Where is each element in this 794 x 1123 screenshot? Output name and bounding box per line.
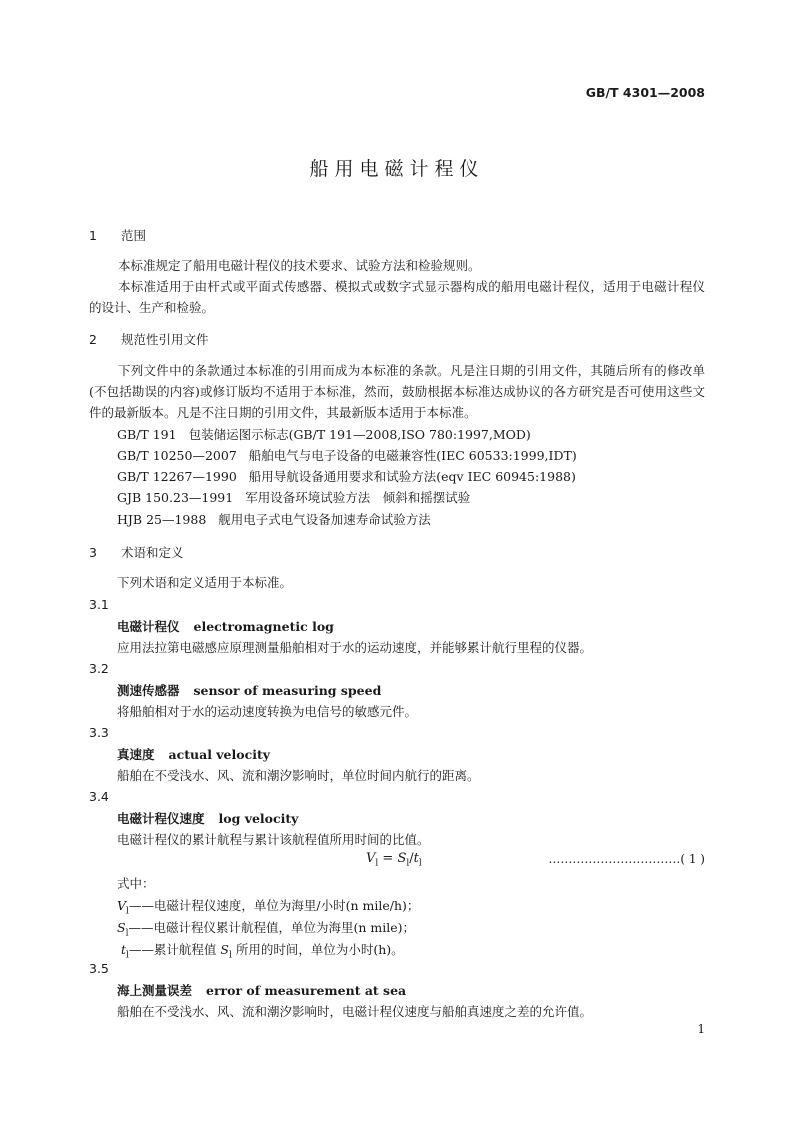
formula-label: ……………………………( 1 ) xyxy=(548,852,705,866)
term-number: 3.2 xyxy=(89,661,109,676)
term-definition: 船舶在不受浅水、风、流和潮汐影响时，电磁计程仪速度与船舶真速度之差的允许值。 xyxy=(117,1004,593,1019)
section-1-heading: 1 范围 xyxy=(89,228,147,243)
formula-1: $V_l = S_l/t_l$ xyxy=(366,851,422,869)
term-definition: 将船舶相对于水的运动速度转换为电信号的敏感元件。 xyxy=(117,704,418,719)
formula-variable: $t_l——$累计航程值 $S_l$ 所用的时间，单位为小时(h)。 xyxy=(121,942,404,961)
reference-item: GJB 150.23—1991 军用设备环境试验方法 倾斜和摇摆试验 xyxy=(117,490,471,505)
reference-item: GB/T 10250—2007 船舶电气与电子设备的电磁兼容性(IEC 60533:1999,IDT) xyxy=(117,448,577,463)
term-number: 3.4 xyxy=(89,789,109,804)
term-number: 3.5 xyxy=(89,961,109,976)
formula-variable: $V_l——$电磁计程仪速度，单位为海里/小时(n mile/h)； xyxy=(117,898,420,917)
reference-item: GB/T 191 包装储运图示标志(GB/T 191—2008,ISO 780:1997,MOD) xyxy=(117,427,531,442)
formula-variable: $S_l——$电磁计程仪累计航程值，单位为海里(n mile)； xyxy=(117,920,415,939)
formula-where: 式中： xyxy=(117,876,155,891)
section-1-paragraph-2: 本标准适用于由杆式或平面式传感器、模拟式或数字式显示器构成的船用电磁计程仪，适用于电磁计程仪的设计、生产和检验。 xyxy=(89,279,705,315)
reference-item: GB/T 12267—1990 船用导航设备通用要求和试验方法(eqv IEC 60945:1988) xyxy=(117,469,576,484)
section-2-paragraph-1: 下列文件中的条款通过本标准的引用而成为本标准的条款。凡是注日期的引用文件，其随后所有的修改单(不包括勘误的内容)或修订版均不适用于本标准，然而，鼓励根据本标准达成协议的各方研究是否可使用这些文件的最新版本。凡是不注日期的引用文件，其最新版本适用于本标准。 xyxy=(89,363,705,420)
term-definition: 船舶在不受浅水、风、流和潮汐影响时，单位时间内航行的距离。 xyxy=(117,768,480,783)
page-number: 1 xyxy=(697,1022,705,1036)
term-definition: 电磁计程仪的累计航程与累计该航程值所用时间的比值。 xyxy=(117,832,430,847)
standard-code: GB/T 4301—2008 xyxy=(585,85,705,100)
term-heading: 电磁计程仪 electromagnetic log xyxy=(117,619,334,634)
section-3-intro: 下列术语和定义适用于本标准。 xyxy=(117,575,293,590)
term-number: 3.1 xyxy=(89,597,109,612)
term-number: 3.3 xyxy=(89,725,109,740)
term-heading: 海上测量误差 error of measurement at sea xyxy=(117,983,407,998)
reference-item: HJB 25—1988 舰用电子式电气设备加速寿命试验方法 xyxy=(117,512,431,527)
term-heading: 真速度 actual velocity xyxy=(117,747,270,762)
section-1-paragraph-1: 本标准规定了船用电磁计程仪的技术要求、试验方法和检验规则。 xyxy=(118,258,481,273)
document-title: 船用电磁计程仪 xyxy=(309,158,485,180)
section-2-heading: 2 规范性引用文件 xyxy=(89,332,209,347)
section-3-heading: 3 术语和定义 xyxy=(89,545,184,560)
term-definition: 应用法拉第电磁感应原理测量船舶相对于水的运动速度，并能够累计航行里程的仪器。 xyxy=(117,640,593,655)
term-heading: 电磁计程仪速度 log velocity xyxy=(117,811,299,826)
term-heading: 测速传感器 sensor of measuring speed xyxy=(117,683,382,698)
